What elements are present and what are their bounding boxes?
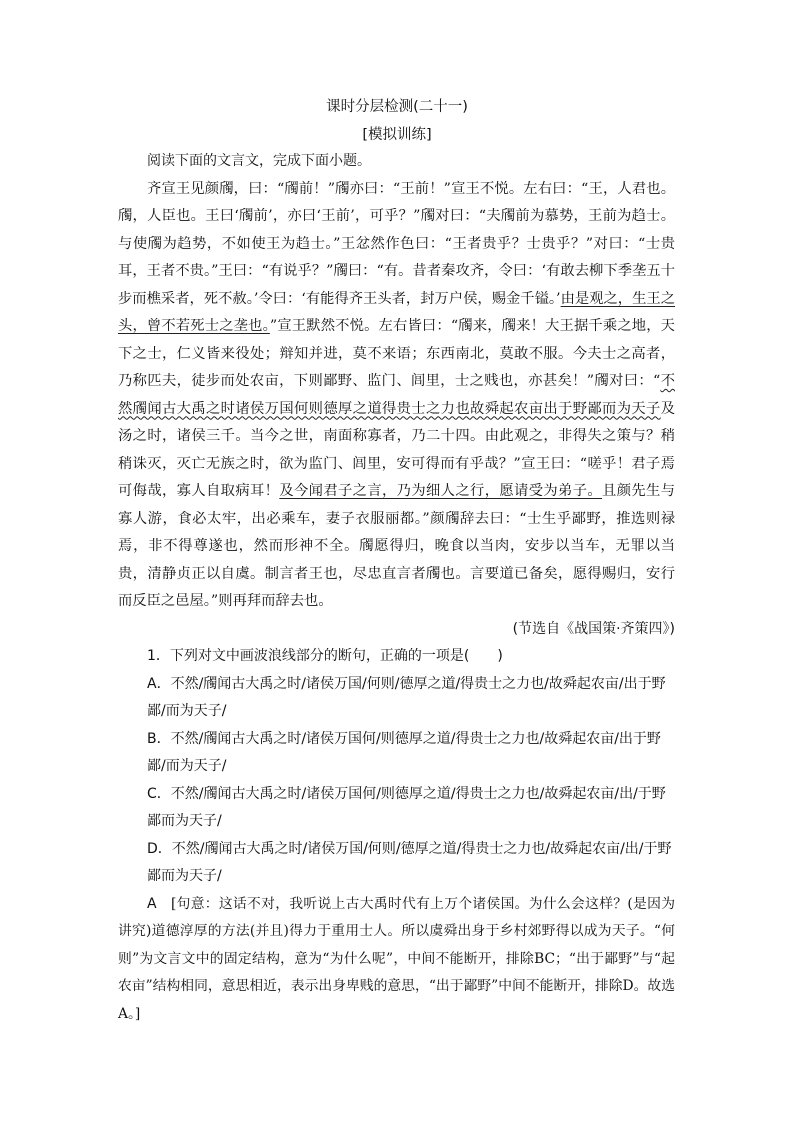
option-text: 不然/斶闻古大禹之时/诸侯万国何/则德厚之道/得贵士之力也/故舜起农亩/出/于野鄙而为天子/ — [147, 785, 666, 829]
option-a — [118, 671, 675, 726]
passage-text: 且颜先生与寡人游，食必太牢，出必乘车，妻子衣服丽都。”颜斶辞去曰：“士生乎鄙野，推选则禄焉，非不得尊遂也，然而形神不全。斶愿得归，晚食以当肉，安步以当车，无罪以当贵，清静贞正以自虞。制言者王也，尽忠直言者斶也。言要道已备矣，愿得赐归，安行而反臣之邑屋。”则再拜而辞去也。 — [118, 483, 675, 609]
option-text: 不然/斶闻古大禹之时/诸侯万国/何则/德厚之道/得贵士之力也/故舜起农亩/出/于野鄙而为天子/ — [147, 840, 672, 884]
option-label: B． — [147, 730, 171, 747]
option-text: 不然/斶闻古大禹之时/诸侯万国何/则德厚之道/得贵士之力也/故舜起农亩/出于野鄙/而为天子/ — [147, 730, 661, 774]
answer-explanation — [118, 891, 675, 1029]
question-stem: 1．下列对文中画波浪线部分的断句，正确的一项是( ) — [147, 648, 503, 664]
explanation-text: [句意：这话不对，我听说上古大禹时代有上万个诸侯国。为什么会这样？(是因为讲究)道德淳厚的方法(并且)得力于重用士人。所以虞舜出身于乡村郊野得以成为天子。“何则”为文言文中的固定结构，意为“为什么呢”，中间不能断开，排除BC；“出于鄙野”与“起农亩”结构相同，意思相近，表示出身卑贱的意思，“出于鄙野”中间不能断开，排除D。故选A。] — [118, 895, 675, 1022]
source-citation: (节选自《战国策·齐策四》) — [512, 620, 675, 637]
option-label: D． — [147, 840, 172, 857]
passage-text: ”宣王默然不悦。左右皆曰：“斶来，斶来！大王据千乘之地，天下之士，仁义皆来役处；辩知并进，莫不来语；东西南北，莫敢不服。今夫士之高者，乃称匹夫，徒步而处农亩，下则鄙野、监门、闾里，士之贱也，亦甚矣！”斶对曰：“ — [118, 318, 675, 389]
classical-passage — [118, 176, 675, 616]
section-subtitle: [模拟训练] — [362, 127, 432, 143]
option-d — [118, 836, 675, 891]
passage-text: 及汤之时，诸侯三千。当今之世，南面称寡者，乃二十四。由此观之，非得失之策与？稍稍诛灭，灭亡无族之时，欲为监门、闾里，安可得而有乎哉？”宣王曰：“嗟乎！君子焉可侮哉，寡人自取病耳！ — [118, 400, 675, 499]
page-title: 课时分层检测(二十一) — [326, 99, 468, 115]
passage-text: 齐宣王见颜斶，曰：“斶前！”斶亦曰：“王前！”宣王不悦。左右曰：“王，人君也。斶，人臣也。王曰‘斶前’，亦曰‘王前’，可乎？”斶对曰：“夫斶前为慕势，王前为趋士。与使斶为趋势，不如使王为趋士。”王忿然作色曰：“王者贵乎？士贵乎？”对曰：“士贵耳，王者不贵。”王曰：“有说乎？”斶曰：“有。昔者秦攻齐，令曰：‘有敢去柳下季垄五十步而樵采者，死不赦。’令曰：‘有能得齐王头者，封万户侯，赐金千镒。’ — [118, 180, 675, 307]
option-text: 不然/斶闻古大禹之时/诸侯万国/何则/德厚之道/得贵士之力也/故舜起农亩/出于野鄙/而为天子/ — [147, 675, 666, 719]
instruction-text: 阅读下面的文言文，完成下面小题。 — [147, 153, 371, 169]
underlined-sentence: 及今闻君子之言，乃为细人之行，愿请受为弟子。 — [279, 483, 603, 499]
underlined-sentence: 由是观之，生王之头，曾不若死士之垄也。 — [118, 290, 675, 334]
answer-letter: A — [147, 895, 157, 912]
option-c — [118, 781, 675, 836]
option-label: C． — [147, 785, 171, 802]
option-b — [118, 726, 675, 781]
document-body — [118, 148, 675, 1028]
option-label: A． — [147, 675, 171, 692]
wavy-underlined-passage: 不然斶闻古大禹之时诸侯万国何则德厚之道得贵士之力也故舜起农亩出于野鄙而为天子 — [118, 373, 675, 417]
